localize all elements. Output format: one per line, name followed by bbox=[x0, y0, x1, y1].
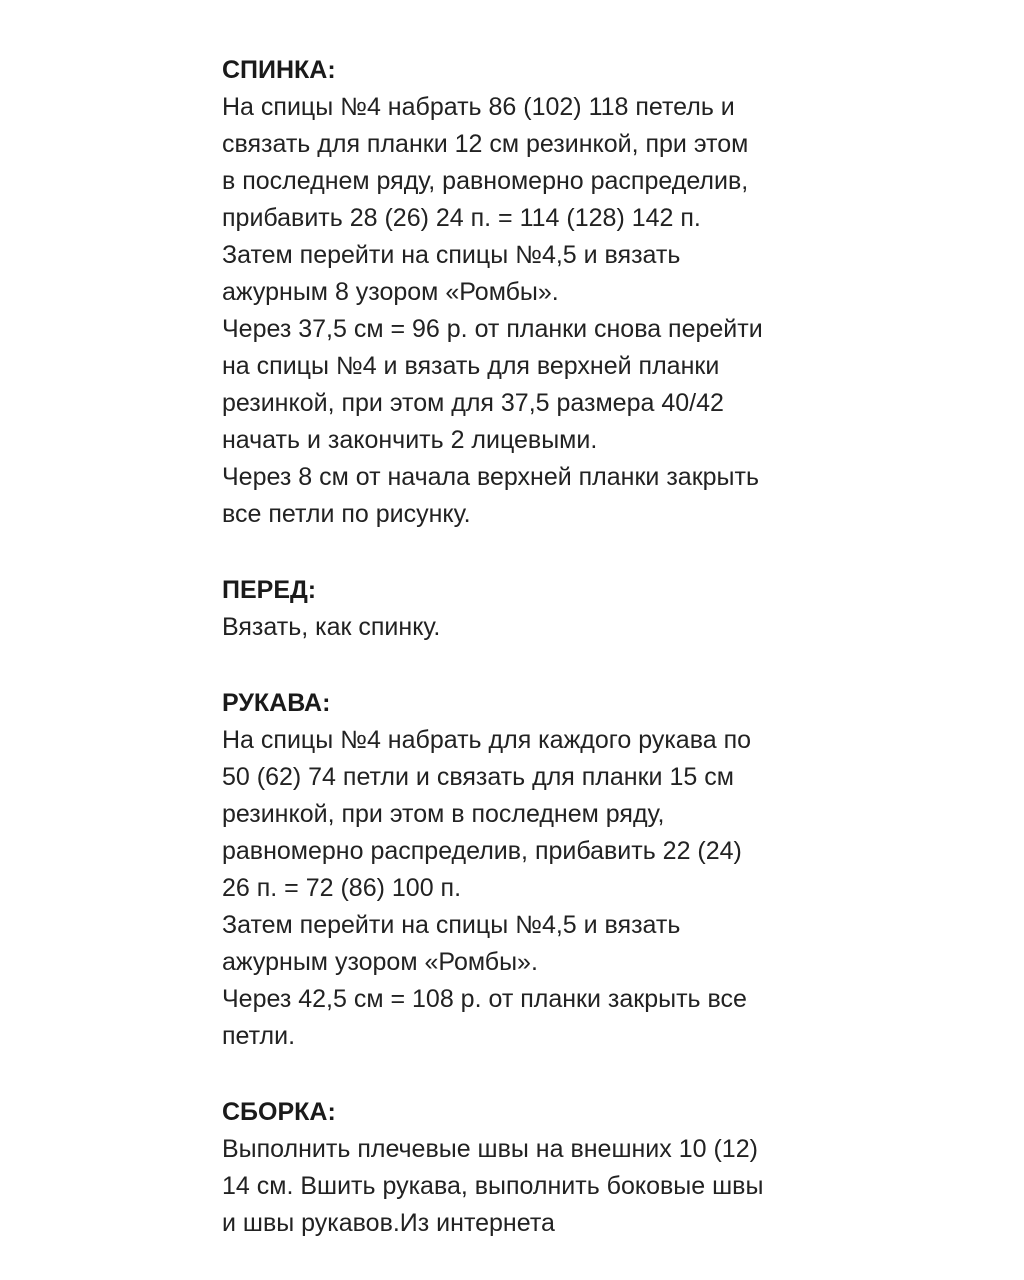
text-line: резинкой, при этом для 37,5 размера 40/42 bbox=[222, 389, 724, 417]
text-line: прибавить 28 (26) 24 п. = 114 (128) 142 п. bbox=[222, 204, 701, 232]
text-line: резинкой, при этом в последнем ряду, bbox=[222, 800, 665, 828]
text-line: На спицы №4 набрать для каждого рукава по bbox=[222, 726, 752, 754]
text-line: Выполнить плечевые швы на внешних 10 (12) bbox=[222, 1135, 758, 1163]
text-line: и швы рукавов.Из интернета bbox=[222, 1209, 555, 1237]
text-line: ажурным узором «Ромбы». bbox=[222, 948, 538, 976]
text-line: Затем перейти на спицы №4,5 и вязать bbox=[222, 241, 681, 269]
text-line: в последнем ряду, равномерно распределив, bbox=[222, 167, 749, 195]
text-line: Через 8 см от начала верхней планки закрыть bbox=[222, 463, 759, 491]
text-line: связать для планки 12 см резинкой, при этом bbox=[222, 130, 749, 158]
section-assembly bbox=[222, 1094, 982, 1242]
text-line: 50 (62) 74 петли и связать для планки 15 см bbox=[222, 763, 734, 791]
text-line: На спицы №4 набрать 86 (102) 118 петель и bbox=[222, 93, 735, 121]
text-line: петли. bbox=[222, 1022, 296, 1050]
section-heading: СБОРКА: bbox=[222, 1098, 336, 1126]
text-line: Вязать, как спинку. bbox=[222, 613, 441, 641]
section-heading: СПИНКА: bbox=[222, 56, 336, 84]
text-line: 14 см. Вшить рукава, выполнить боковые швы bbox=[222, 1172, 764, 1200]
text-line: начать и закончить 2 лицевыми. bbox=[222, 426, 598, 454]
section-heading: ПЕРЕД: bbox=[222, 576, 317, 604]
text-line: на спицы №4 и вязать для верхней планки bbox=[222, 352, 720, 380]
section-back bbox=[222, 52, 982, 533]
text-line: ажурным 8 узором «Ромбы». bbox=[222, 278, 559, 306]
text-line: Затем перейти на спицы №4,5 и вязать bbox=[222, 911, 681, 939]
text-line: равномерно распределив, прибавить 22 (24) bbox=[222, 837, 742, 865]
document-body bbox=[222, 52, 982, 1242]
section-sleeves bbox=[222, 685, 982, 1055]
text-line: 26 п. = 72 (86) 100 п. bbox=[222, 874, 462, 902]
text-line: Через 37,5 см = 96 р. от планки снова перейти bbox=[222, 315, 763, 343]
section-front bbox=[222, 572, 982, 646]
text-line: Через 42,5 см = 108 р. от планки закрыть все bbox=[222, 985, 747, 1013]
section-heading: РУКАВА: bbox=[222, 689, 331, 717]
text-line: все петли по рисунку. bbox=[222, 500, 471, 528]
